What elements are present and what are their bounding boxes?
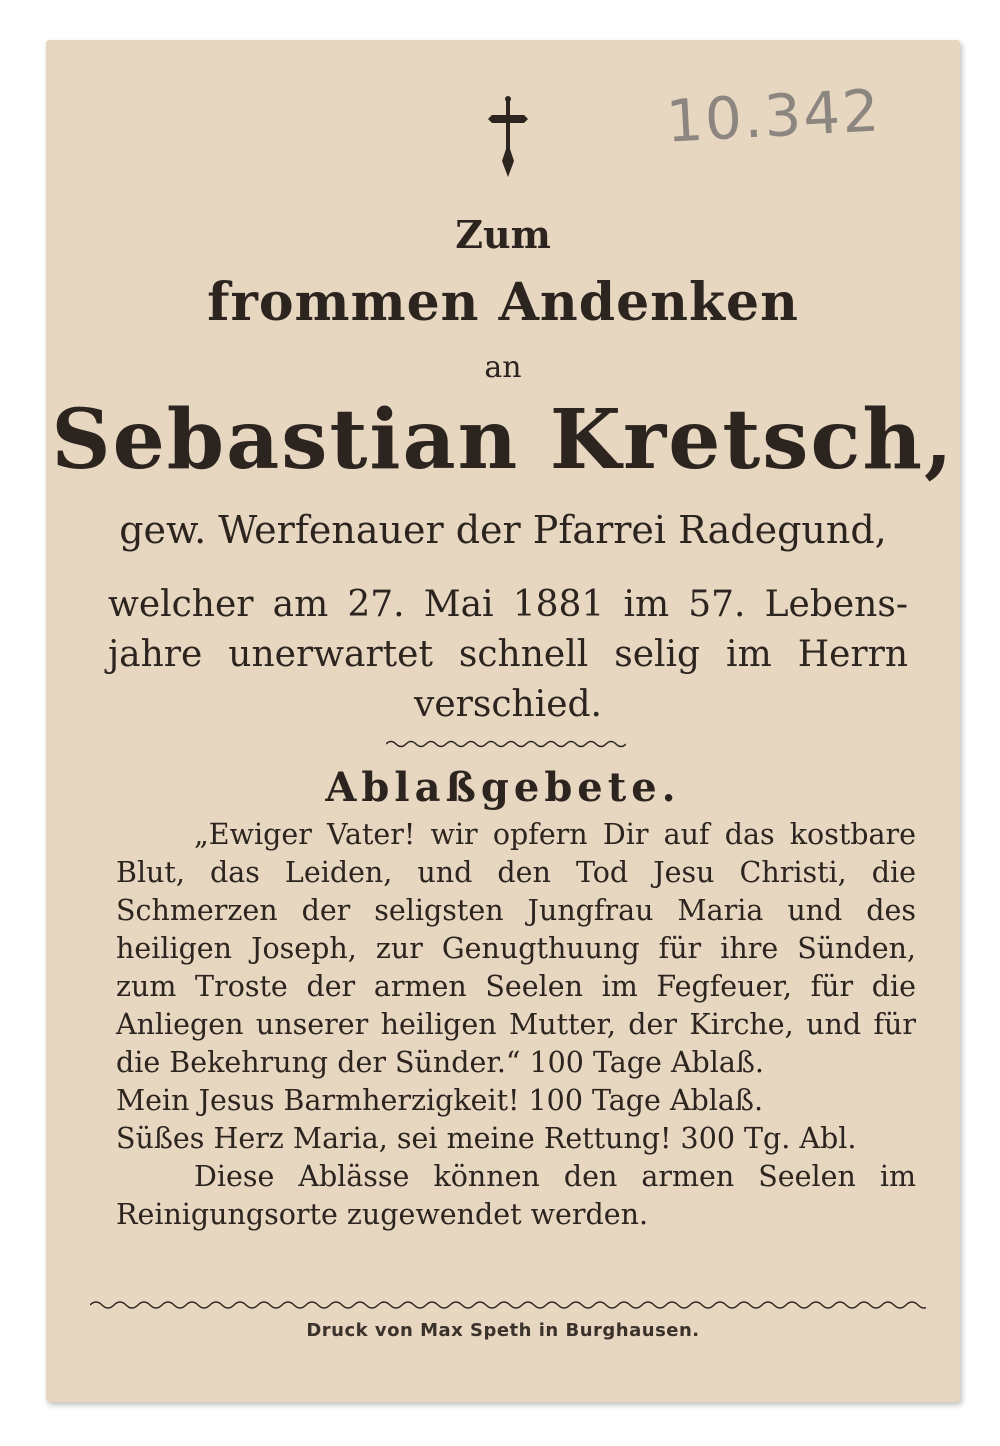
wavy-divider-icon <box>386 738 626 750</box>
prayers-text <box>116 816 916 1234</box>
memorial-card <box>46 40 960 1402</box>
heading-an: an <box>484 350 522 385</box>
prayer-eternal-father: „Ewiger Vater! wir opfern Dir auf das kostbare Blut, das Leiden, und den Tod Jesu Christi, die Schmerzen der seligsten Jungfrau Maria und des heiligen Joseph, zur Genugthuung für ihre Sünden, zum Troste der armen Seelen im Fegfeuer, für die Anliegen unserer heiligen Mutter, der Kirche, und für die Bekehrung der Sünder.“ 100 Tage Ablaß. <box>116 818 916 1079</box>
indulgence-note: Diese Ablässe können den armen Seelen im Reinigungsorte zugewendet werden. <box>116 1160 916 1231</box>
printer-credit: Druck von Max Speth in Burghausen. <box>306 1320 700 1341</box>
heading-zum: Zum <box>455 212 551 257</box>
prayer-jesus-mercy: Mein Jesus Barmherzigkeit! 100 Tage Ablaß. <box>116 1084 763 1117</box>
deceased-name: Sebastian Kretsch, <box>51 392 955 488</box>
prayer-sweet-heart: Süßes Herz Maria, sei meine Rettung! 300 Tg. Abl. <box>116 1122 857 1155</box>
wavy-divider-bottom-icon <box>90 1298 926 1312</box>
cross-icon <box>486 95 530 179</box>
deceased-occupation: gew. Werfenauer der Pfarrei Radegund, <box>119 508 887 552</box>
archive-number: 10.342 <box>664 76 883 156</box>
death-notice: welcher am 27. Mai 1881 im 57. Lebens- jahre unerwartet schnell selig im Herrn verschied. <box>108 584 908 725</box>
heading-frommen-andenken: frommen Andenken <box>207 272 799 333</box>
prayers-title: Ablaßgebete. <box>325 764 681 811</box>
